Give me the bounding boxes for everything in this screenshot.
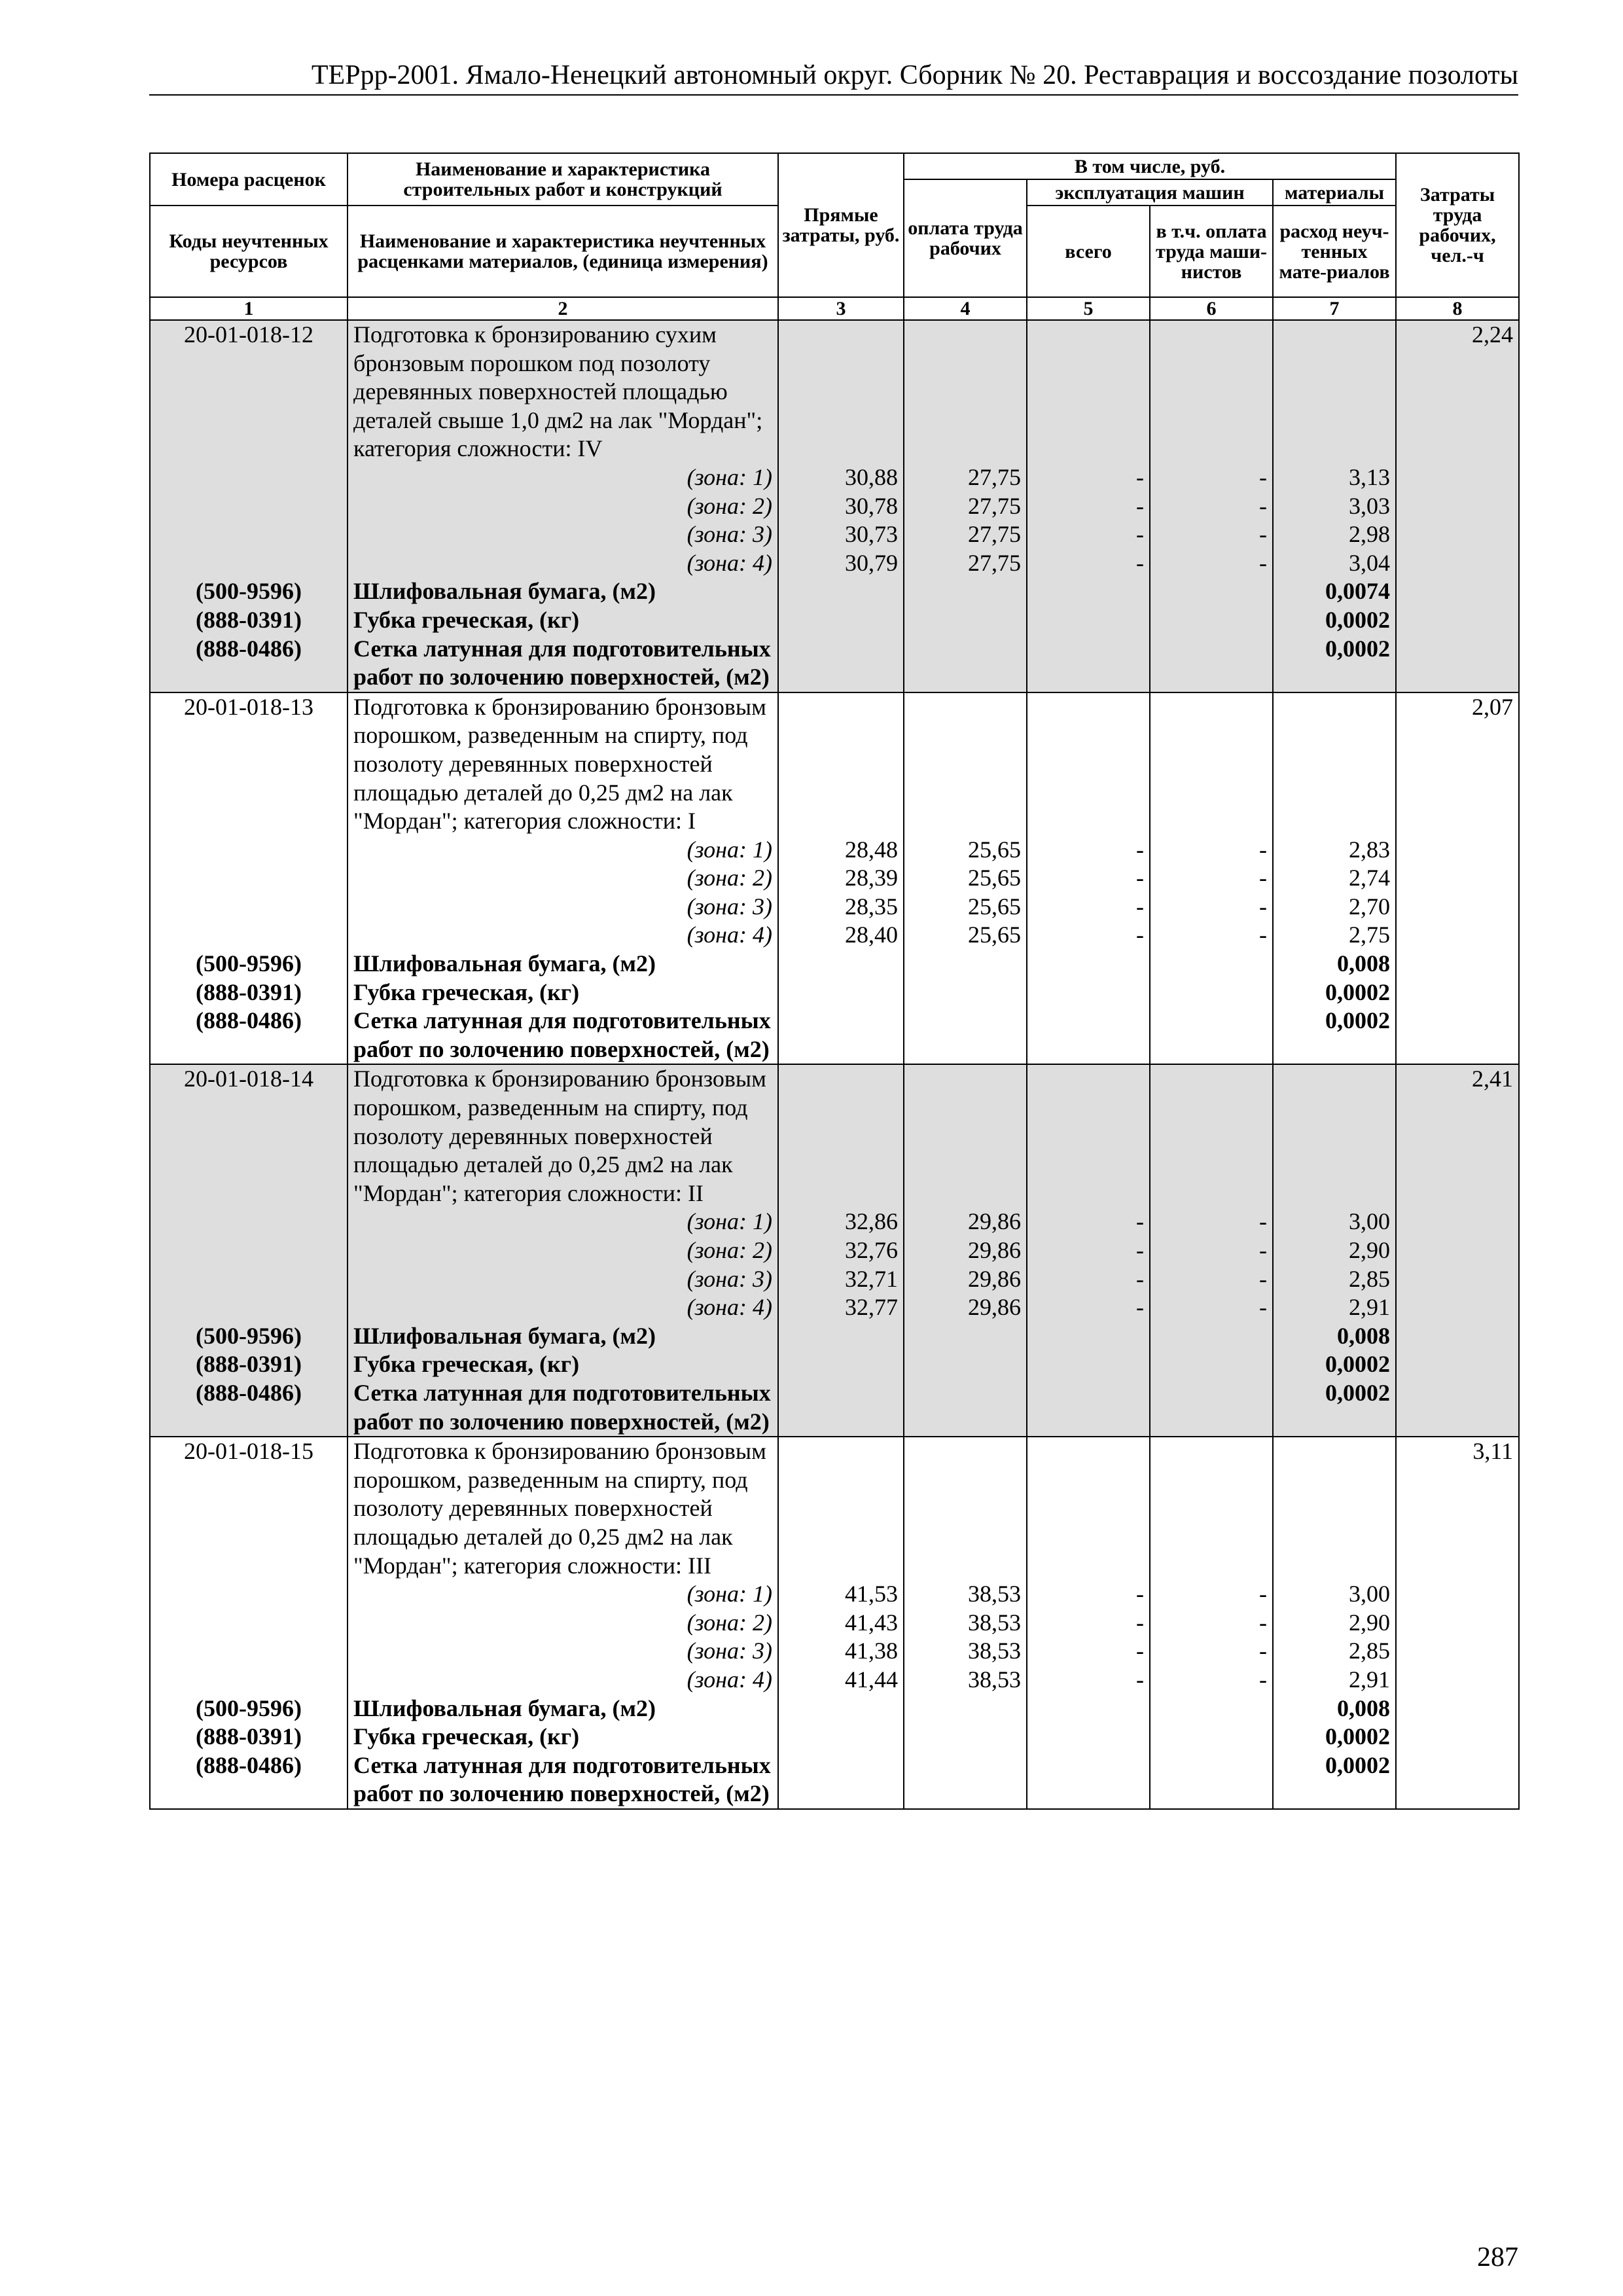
machines-total-value: -: [1027, 520, 1150, 549]
head-resource-codes: Коды неучтенных ресурсов: [150, 206, 348, 297]
labor-costs-value: 2,41: [1396, 1064, 1519, 1208]
resource-code: (500-9596): [150, 1695, 348, 1723]
rate-row: [150, 1064, 1519, 1208]
labor-pay-value: 38,53: [904, 1637, 1027, 1666]
material-name: Шлифовальная бумага, (м2): [348, 950, 778, 978]
rate-row: [150, 1437, 1519, 1580]
operator-pay-value: -: [1150, 1637, 1273, 1666]
labor-pay-value: 27,75: [904, 520, 1027, 549]
direct-costs-value: 32,76: [778, 1236, 904, 1265]
rates-table: [149, 152, 1520, 1810]
rate-description: Подготовка к бронзированию сухим бронзовым порошком под позолоту деревянных поверхностей площадью деталей свыше 1,0 дм2 на лак "Мордан"; категория сложности: IV: [348, 320, 778, 463]
rate-code: 20-01-018-14: [150, 1064, 348, 1208]
machines-total-value: -: [1027, 1265, 1150, 1294]
head-materials: материалы: [1273, 179, 1396, 206]
col-number: 6: [1150, 297, 1273, 320]
direct-costs-value: 28,35: [778, 893, 904, 922]
direct-costs-value: 28,48: [778, 836, 904, 865]
materials-value: 2,85: [1273, 1265, 1396, 1294]
zone-row: [150, 1609, 1519, 1638]
zone-label: (зона: 1): [348, 463, 778, 492]
material-name: Шлифовальная бумага, (м2): [348, 577, 778, 606]
zone-row: [150, 893, 1519, 922]
labor-costs-value: 3,11: [1396, 1437, 1519, 1580]
labor-pay-value: 27,75: [904, 463, 1027, 492]
table-head: [150, 153, 1519, 320]
material-name: Шлифовальная бумага, (м2): [348, 1695, 778, 1723]
materials-value: 2,85: [1273, 1637, 1396, 1666]
zone-row: [150, 1666, 1519, 1695]
col-number: 4: [904, 297, 1027, 320]
zone-row: [150, 1265, 1519, 1294]
zone-label: (зона: 3): [348, 1637, 778, 1666]
material-row: [150, 1322, 1519, 1351]
material-quantity: 0,008: [1273, 950, 1396, 978]
zone-label: (зона: 1): [348, 1208, 778, 1236]
zone-row: [150, 1208, 1519, 1236]
machines-total-value: -: [1027, 921, 1150, 950]
operator-pay-value: -: [1150, 1236, 1273, 1265]
operator-pay-value: -: [1150, 864, 1273, 893]
material-quantity: 0,0002: [1273, 1007, 1396, 1064]
head-rate-numbers: Номера расценок: [150, 153, 348, 206]
head-unaccounted-materials: расход неуч-тенных мате-риалов: [1273, 206, 1396, 297]
zone-row: [150, 549, 1519, 578]
head-including: В том числе, руб.: [904, 153, 1396, 179]
operator-pay-value: -: [1150, 549, 1273, 578]
material-name: Губка греческая, (кг): [348, 1723, 778, 1751]
operator-pay-value: -: [1150, 1580, 1273, 1609]
materials-value: 3,13: [1273, 463, 1396, 492]
head-machines-total: всего: [1027, 206, 1150, 297]
operator-pay-value: -: [1150, 463, 1273, 492]
col-number: 7: [1273, 297, 1396, 320]
head-labor-costs: Затраты труда рабочих, чел.-ч: [1396, 153, 1519, 297]
material-name: Сетка латунная для подготовительных работ по золочению поверхностей, (м2): [348, 1379, 778, 1437]
materials-value: 2,98: [1273, 520, 1396, 549]
material-row: [150, 1695, 1519, 1723]
material-row: [150, 1751, 1519, 1809]
labor-pay-value: 29,86: [904, 1236, 1027, 1265]
rate-code: 20-01-018-15: [150, 1437, 348, 1580]
material-row: [150, 978, 1519, 1007]
material-quantity: 0,0002: [1273, 606, 1396, 635]
zone-label: (зона: 2): [348, 864, 778, 893]
zone-row: [150, 1580, 1519, 1609]
material-row: [150, 635, 1519, 692]
direct-costs-value: 30,79: [778, 549, 904, 578]
material-name: Губка греческая, (кг): [348, 606, 778, 635]
operator-pay-value: -: [1150, 1293, 1273, 1322]
materials-value: 2,70: [1273, 893, 1396, 922]
column-numbers-row: [150, 297, 1519, 320]
resource-code: (500-9596): [150, 1322, 348, 1351]
direct-costs-value: 41,53: [778, 1580, 904, 1609]
material-row: [150, 950, 1519, 978]
direct-costs-value: 28,39: [778, 864, 904, 893]
labor-pay-value: 29,86: [904, 1265, 1027, 1294]
machines-total-value: -: [1027, 1208, 1150, 1236]
machines-total-value: -: [1027, 1609, 1150, 1638]
direct-costs-value: 30,88: [778, 463, 904, 492]
zone-row: [150, 836, 1519, 865]
material-name: Губка греческая, (кг): [348, 1350, 778, 1379]
materials-value: 3,04: [1273, 549, 1396, 578]
direct-costs-value: 32,77: [778, 1293, 904, 1322]
material-row: [150, 1379, 1519, 1437]
material-quantity: 0,0002: [1273, 1751, 1396, 1809]
resource-code: (888-0391): [150, 978, 348, 1007]
direct-costs-value: 41,43: [778, 1609, 904, 1638]
rate-code: 20-01-018-13: [150, 692, 348, 836]
direct-costs-value: 30,78: [778, 492, 904, 521]
rate-block: [150, 1437, 1519, 1809]
head-work-name: Наименование и характеристика строительных работ и конструкций: [348, 153, 778, 206]
labor-pay-value: 38,53: [904, 1666, 1027, 1695]
zone-label: (зона: 4): [348, 1666, 778, 1695]
resource-code: (888-0486): [150, 1751, 348, 1809]
material-quantity: 0,008: [1273, 1322, 1396, 1351]
materials-value: 2,90: [1273, 1236, 1396, 1265]
materials-value: 2,75: [1273, 921, 1396, 950]
materials-value: 3,00: [1273, 1208, 1396, 1236]
resource-code: (888-0486): [150, 1007, 348, 1064]
labor-pay-value: 25,65: [904, 836, 1027, 865]
operator-pay-value: -: [1150, 520, 1273, 549]
material-name: Сетка латунная для подготовительных работ по золочению поверхностей, (м2): [348, 1751, 778, 1809]
machines-total-value: -: [1027, 893, 1150, 922]
zone-label: (зона: 4): [348, 549, 778, 578]
head-machine-operation: эксплуатация машин: [1027, 179, 1273, 206]
machines-total-value: -: [1027, 1580, 1150, 1609]
direct-costs-value: 41,38: [778, 1637, 904, 1666]
operator-pay-value: -: [1150, 1609, 1273, 1638]
col-number: 1: [150, 297, 348, 320]
materials-value: 2,90: [1273, 1609, 1396, 1638]
rate-block: [150, 320, 1519, 692]
direct-costs-value: 28,40: [778, 921, 904, 950]
materials-value: 2,91: [1273, 1293, 1396, 1322]
material-row: [150, 1350, 1519, 1379]
material-name: Сетка латунная для подготовительных работ по золочению поверхностей, (м2): [348, 1007, 778, 1064]
rate-row: [150, 320, 1519, 463]
labor-pay-value: 38,53: [904, 1609, 1027, 1638]
machines-total-value: -: [1027, 492, 1150, 521]
resource-code: (500-9596): [150, 950, 348, 978]
rate-description: Подготовка к бронзированию бронзовым порошком, разведенным на спирту, под позолоту деревянных поверхностей площадью деталей до 0,25 дм2 на лак "Мордан"; категория сложности: III: [348, 1437, 778, 1580]
zone-row: [150, 1637, 1519, 1666]
materials-value: 3,00: [1273, 1580, 1396, 1609]
labor-costs-value: 2,24: [1396, 320, 1519, 463]
head-direct-costs: Прямые затраты, руб.: [778, 153, 904, 297]
zone-label: (зона: 2): [348, 1236, 778, 1265]
rate-block: [150, 692, 1519, 1065]
zone-label: (зона: 3): [348, 520, 778, 549]
col-number: 8: [1396, 297, 1519, 320]
direct-costs-value: 32,71: [778, 1265, 904, 1294]
machines-total-value: -: [1027, 1637, 1150, 1666]
material-quantity: 0,0002: [1273, 1379, 1396, 1437]
operator-pay-value: -: [1150, 492, 1273, 521]
material-quantity: 0,0002: [1273, 1350, 1396, 1379]
machines-total-value: -: [1027, 1666, 1150, 1695]
labor-pay-value: 27,75: [904, 549, 1027, 578]
labor-pay-value: 25,65: [904, 864, 1027, 893]
material-row: [150, 1007, 1519, 1064]
rate-block: [150, 1064, 1519, 1437]
machines-total-value: -: [1027, 836, 1150, 865]
labor-costs-value: 2,07: [1396, 692, 1519, 836]
material-quantity: 0,0002: [1273, 1723, 1396, 1751]
col-number: 5: [1027, 297, 1150, 320]
zone-label: (зона: 4): [348, 1293, 778, 1322]
head-material-names: Наименование и характеристика неучтенных расценками материалов, (единица измерения): [348, 206, 778, 297]
resource-code: (888-0391): [150, 1723, 348, 1751]
machines-total-value: -: [1027, 463, 1150, 492]
zone-row: [150, 463, 1519, 492]
machines-total-value: -: [1027, 1236, 1150, 1265]
material-name: Сетка латунная для подготовительных работ по золочению поверхностей, (м2): [348, 635, 778, 692]
labor-pay-value: 29,86: [904, 1293, 1027, 1322]
operator-pay-value: -: [1150, 836, 1273, 865]
direct-costs-value: 41,44: [778, 1666, 904, 1695]
zone-label: (зона: 1): [348, 1580, 778, 1609]
materials-value: 2,74: [1273, 864, 1396, 893]
material-row: [150, 577, 1519, 606]
zone-label: (зона: 4): [348, 921, 778, 950]
material-row: [150, 1723, 1519, 1751]
zone-label: (зона: 2): [348, 1609, 778, 1638]
labor-pay-value: 29,86: [904, 1208, 1027, 1236]
machines-total-value: -: [1027, 1293, 1150, 1322]
materials-value: 2,83: [1273, 836, 1396, 865]
rate-row: [150, 692, 1519, 836]
resource-code: (888-0391): [150, 1350, 348, 1379]
head-labor-pay: оплата труда рабочих: [904, 179, 1027, 297]
material-quantity: 0,0074: [1273, 577, 1396, 606]
zone-row: [150, 520, 1519, 549]
zone-row: [150, 1293, 1519, 1322]
material-quantity: 0,008: [1273, 1695, 1396, 1723]
resource-code: (888-0486): [150, 635, 348, 692]
rate-description: Подготовка к бронзированию бронзовым порошком, разведенным на спирту, под позолоту деревянных поверхностей площадью деталей до 0,25 дм2 на лак "Мордан"; категория сложности: I: [348, 692, 778, 836]
labor-pay-value: 27,75: [904, 492, 1027, 521]
operator-pay-value: -: [1150, 1265, 1273, 1294]
labor-pay-value: 25,65: [904, 921, 1027, 950]
material-quantity: 0,0002: [1273, 635, 1396, 692]
operator-pay-value: -: [1150, 893, 1273, 922]
document-header: ТЕРрр-2001. Ямало-Ненецкий автономный округ. Сборник № 20. Реставрация и воссоздание позолоты: [149, 58, 1518, 96]
operator-pay-value: -: [1150, 921, 1273, 950]
zone-label: (зона: 1): [348, 836, 778, 865]
operator-pay-value: -: [1150, 1666, 1273, 1695]
col-number: 2: [348, 297, 778, 320]
labor-pay-value: 25,65: [904, 893, 1027, 922]
materials-value: 3,03: [1273, 492, 1396, 521]
direct-costs-value: 30,73: [778, 520, 904, 549]
resource-code: (888-0486): [150, 1379, 348, 1437]
zone-label: (зона: 2): [348, 492, 778, 521]
zone-label: (зона: 3): [348, 1265, 778, 1294]
col-number: 3: [778, 297, 904, 320]
machines-total-value: -: [1027, 864, 1150, 893]
zone-row: [150, 921, 1519, 950]
page-number: 287: [1477, 2242, 1518, 2272]
material-name: Губка греческая, (кг): [348, 978, 778, 1007]
resource-code: (500-9596): [150, 577, 348, 606]
resource-code: (888-0391): [150, 606, 348, 635]
machines-total-value: -: [1027, 549, 1150, 578]
material-quantity: 0,0002: [1273, 978, 1396, 1007]
operator-pay-value: -: [1150, 1208, 1273, 1236]
rate-description: Подготовка к бронзированию бронзовым порошком, разведенным на спирту, под позолоту деревянных поверхностей площадью деталей до 0,25 дм2 на лак "Мордан"; категория сложности: II: [348, 1064, 778, 1208]
rate-code: 20-01-018-12: [150, 320, 348, 463]
material-row: [150, 606, 1519, 635]
zone-row: [150, 1236, 1519, 1265]
head-operator-pay: в т.ч. оплата труда маши-нистов: [1150, 206, 1273, 297]
zone-label: (зона: 3): [348, 893, 778, 922]
materials-value: 2,91: [1273, 1666, 1396, 1695]
direct-costs-value: 32,86: [778, 1208, 904, 1236]
material-name: Шлифовальная бумага, (м2): [348, 1322, 778, 1351]
zone-row: [150, 864, 1519, 893]
labor-pay-value: 38,53: [904, 1580, 1027, 1609]
zone-row: [150, 492, 1519, 521]
